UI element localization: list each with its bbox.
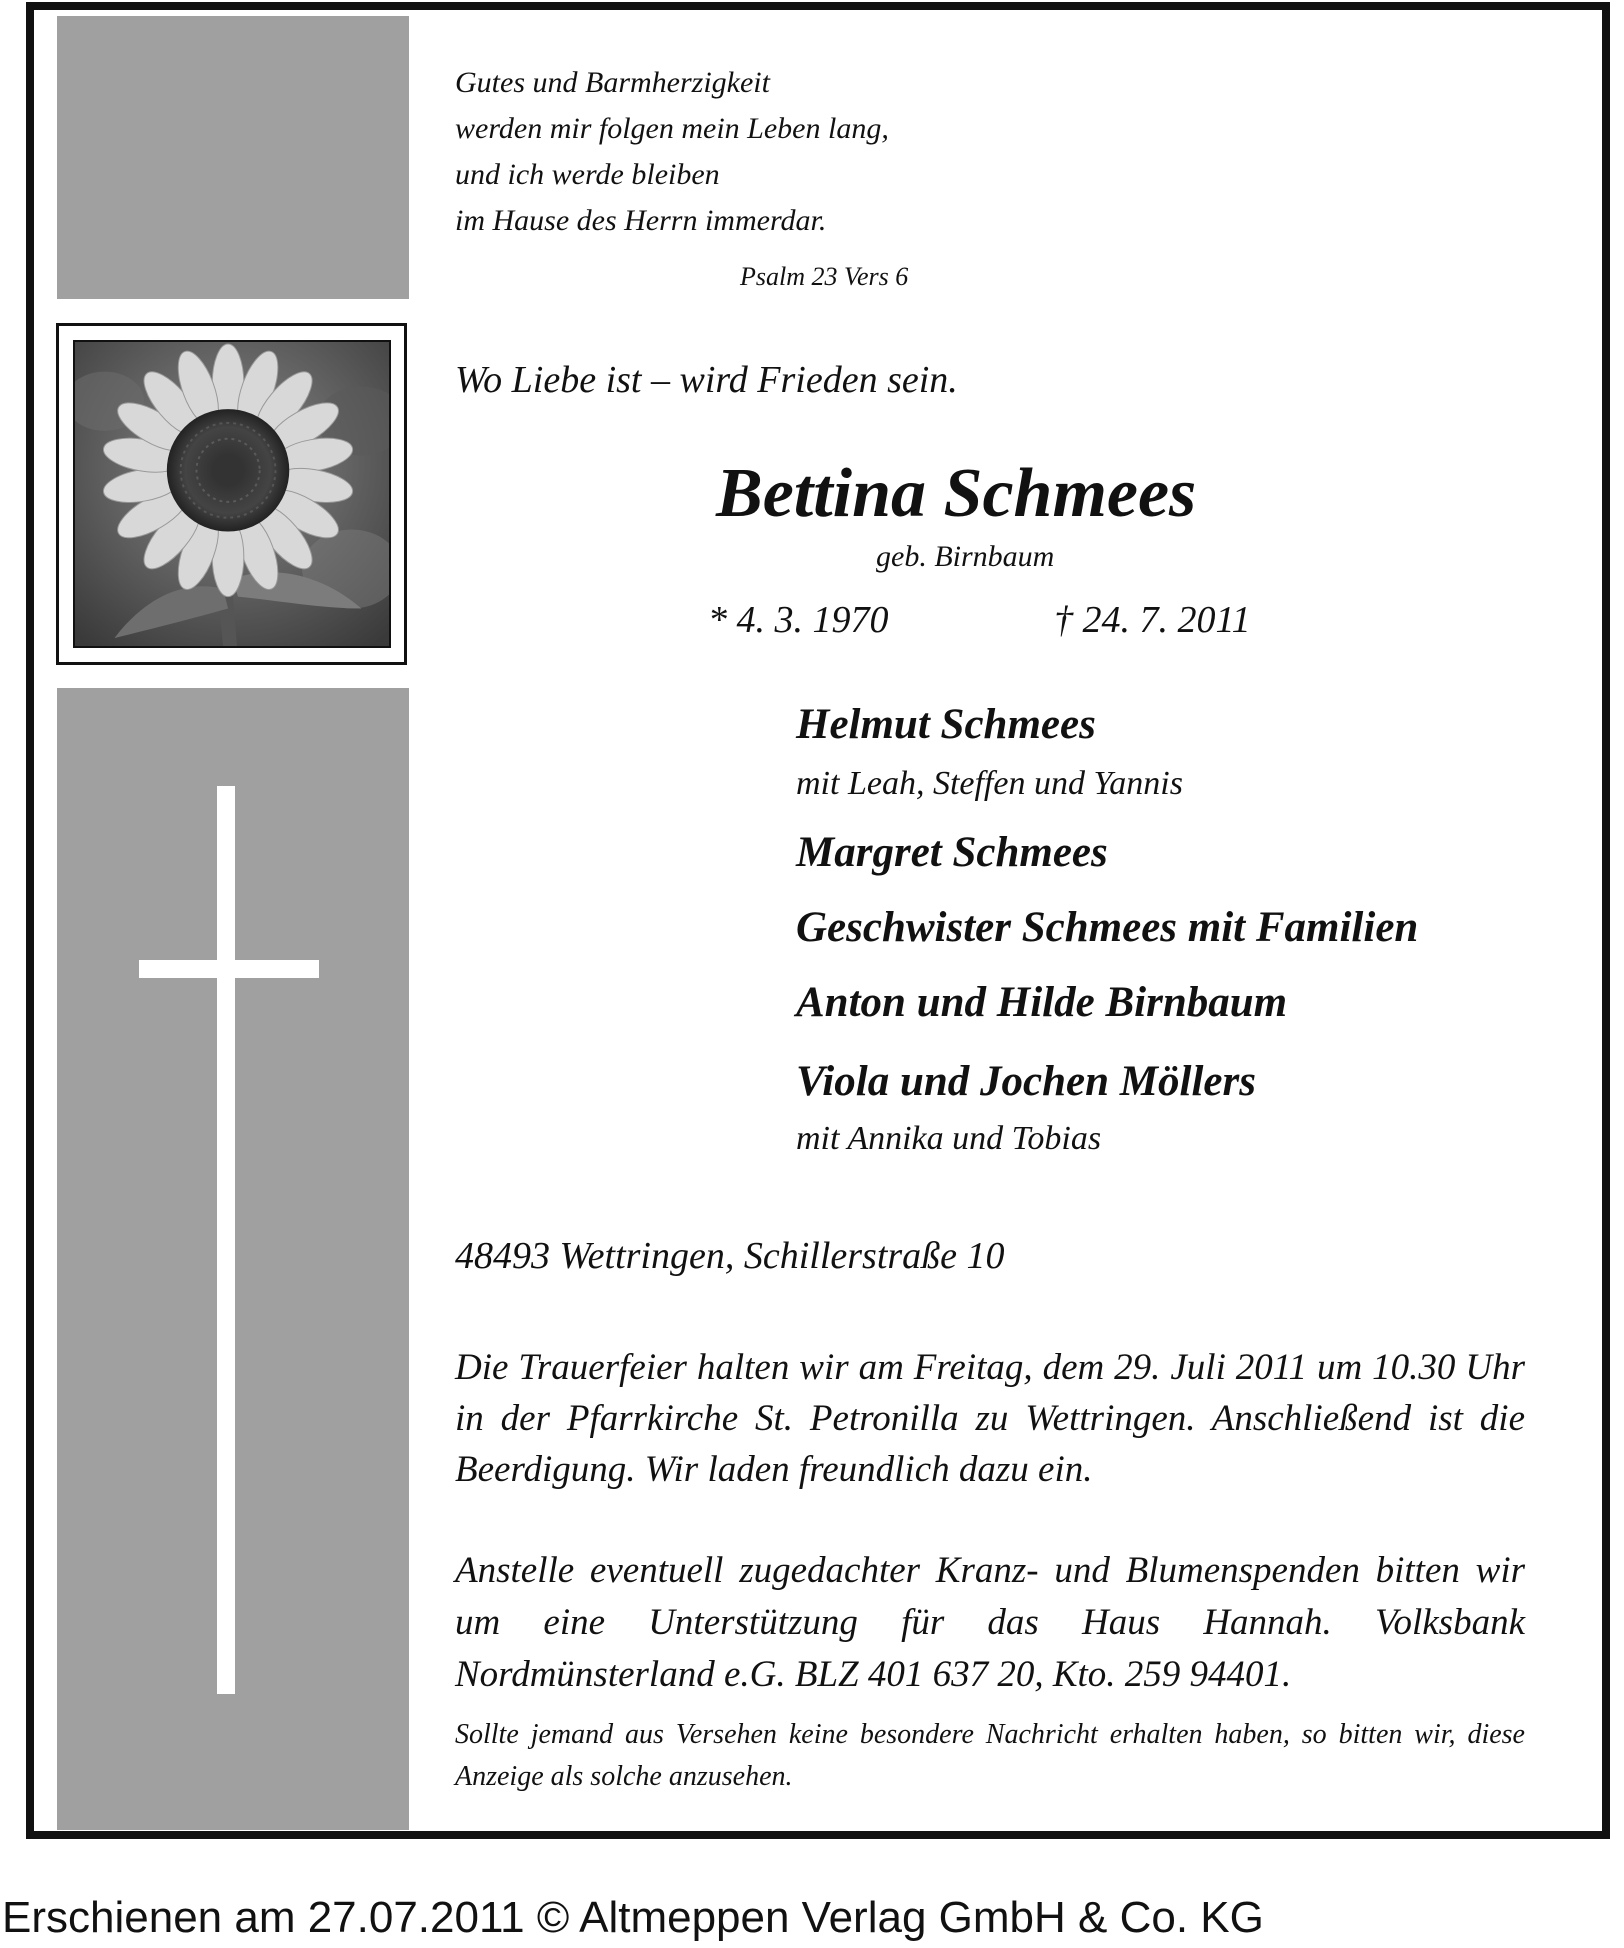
mourner-sub: mit Leah, Steffen und Yannis (796, 765, 1183, 802)
mourner-name: Helmut Schmees (796, 701, 1096, 748)
gray-panel-top (57, 16, 409, 299)
death-date: † 24. 7. 2011 (1054, 599, 1251, 641)
cross-icon (217, 786, 235, 1694)
birth-date: * 4. 3. 1970 (708, 599, 889, 641)
publication-footer: Erschienen am 27.07.2011 © Altmeppen Verlag GmbH & Co. KG (2, 1893, 1264, 1942)
mourner-name: Geschwister Schmees mit Familien (796, 904, 1419, 951)
funeral-paragraph: Die Trauerfeier halten wir am Freitag, dem 29. Juli 2011 um 10.30 Uhr in der Pfarrkirche St. Petronilla zu Wettringen. Anschließend ist die Beerdigung. Wir laden freundlich dazu ein. (455, 1347, 1525, 1490)
deceased-name: Bettina Schmees (716, 455, 1197, 532)
motto: Wo Liebe ist – wird Frieden sein. (455, 359, 958, 401)
mourner-sub: mit Annika und Tobias (796, 1120, 1102, 1157)
notice-paragraph: Sollte jemand aus Versehen keine besondere Nachricht erhalten haben, so bitten wir, diese Anzeige als solche anzusehen. (455, 1719, 1525, 1792)
bible-verse (455, 60, 889, 244)
mourner-name: Margret Schmees (796, 829, 1108, 876)
mourner-name: Viola und Jochen Möllers (796, 1058, 1256, 1105)
verse-line: im Hause des Herrn immerdar. (455, 204, 827, 237)
donation-paragraph: Anstelle eventuell zugedachter Kranz- und Blumenspenden bitten wir um eine Unterstützung für das Haus Hannah. Volksbank Nordmünsterland e.G. BLZ 401 637 20, Kto. 259 94401. (455, 1550, 1525, 1695)
verse-line: und ich werde bleiben (455, 158, 720, 191)
mourner-name: Anton und Hilde Birnbaum (796, 979, 1288, 1026)
verse-line: Gutes und Barmherzigkeit (455, 66, 770, 99)
sunflower-photo (73, 340, 391, 648)
sunflower-icon (75, 342, 389, 646)
cross-icon-bar (139, 960, 319, 978)
maiden-name: geb. Birnbaum (876, 540, 1055, 573)
verse-reference: Psalm 23 Vers 6 (740, 262, 909, 291)
verse-line: werden mir folgen mein Leben lang, (455, 112, 889, 145)
address: 48493 Wettringen, Schillerstraße 10 (455, 1235, 1005, 1277)
